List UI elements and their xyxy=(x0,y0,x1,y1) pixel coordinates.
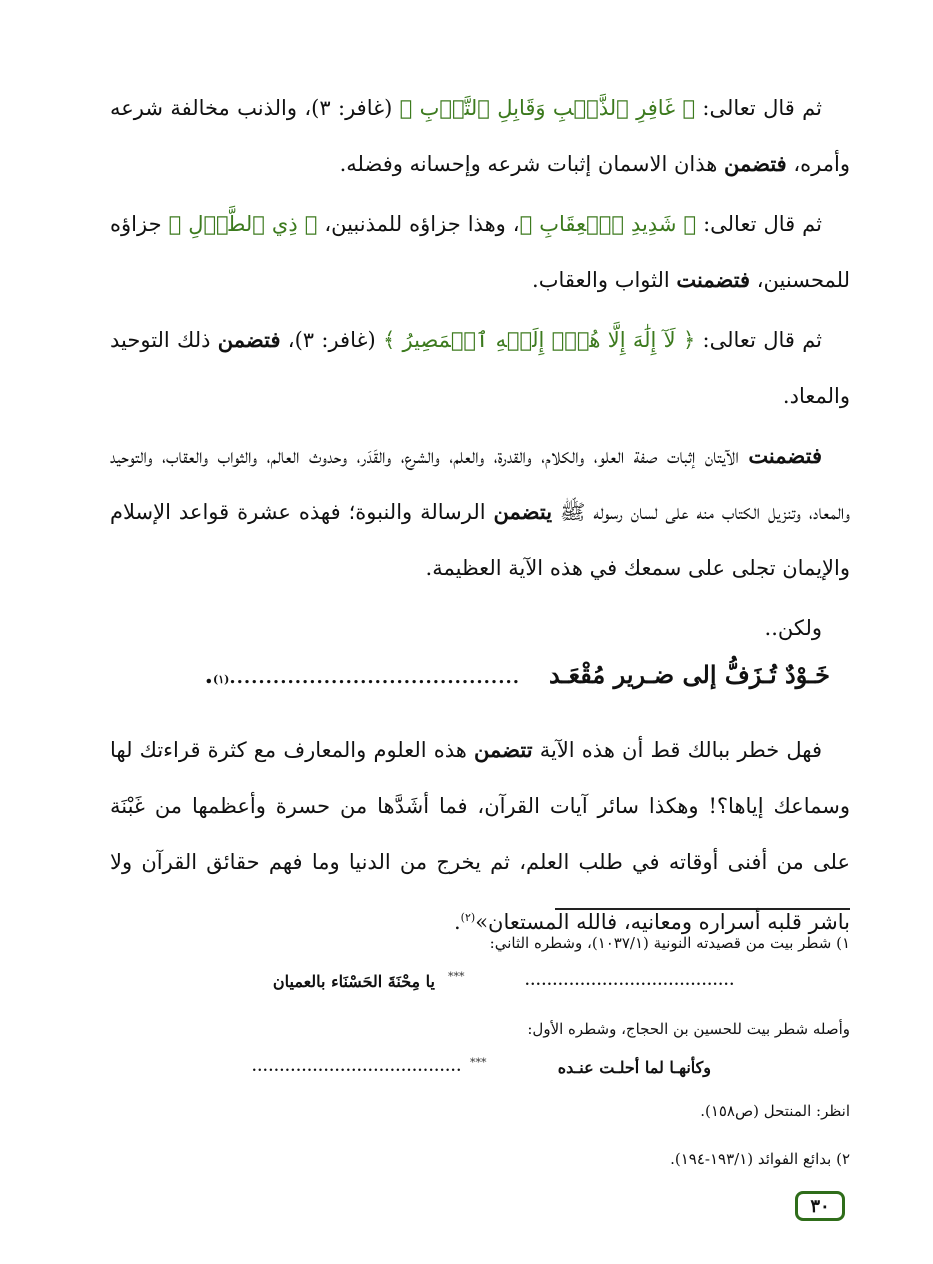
footnote-verse-dots: ...................................... xyxy=(525,974,735,989)
paragraph-1 xyxy=(110,80,850,192)
bold-term: تتضمن xyxy=(474,737,533,762)
p2-rest: جزاؤه للمحسنين، xyxy=(110,212,850,292)
bold-term: فتضمنت xyxy=(676,267,751,292)
footnote-1-line-2: وأصله شطر بيت للحسين بن الحجاج، وشطره الأول: xyxy=(527,1020,850,1038)
paragraph-5: ولكن.. xyxy=(764,616,822,640)
footnote-1-line: ١) شطر بيت من قصيدته النونية (١٠٣٧/١)، وشطره الثاني: xyxy=(489,934,850,952)
verse-dots: ........................................ xyxy=(229,667,520,688)
main-text xyxy=(110,80,850,954)
p1-tail: هذان الاسمان إثبات شرعه وإحسانه وفضله. xyxy=(339,152,724,176)
verse-separator-stars: *** xyxy=(448,970,465,983)
verse-end: . xyxy=(204,660,213,689)
bold-term: فتضمن xyxy=(724,151,787,176)
quran-verse: ﴿ لَآ إِلَٰهَ إِلَّا هُوَۖ إِلَيۡهِ ٱلۡمَصِيرُ ﴾ xyxy=(382,328,696,352)
p4-text1: الآيتان إثبات صفة العلو، والكلام، والقدرة، والعلم، والشرع، والقَدَر، وحدوث العالم، والثواب والعقاب، والتوحيد والمعاد، وتنزيل الكتاب منه على لسان رسوله ﷺ xyxy=(110,444,850,524)
footnote-mark[interactable]: (١) xyxy=(212,673,230,686)
footnote-verse-2: وكأنهـا لما أحلـت عنـده xyxy=(557,1058,711,1077)
quran-verse: ﴿ ذِي ٱلطَّوۡلِ ﴾ xyxy=(168,212,318,236)
bold-term: فتضمنت xyxy=(748,443,822,468)
footnote-2: ٢) بدائع الفوائد (١٩٣/١-١٩٤). xyxy=(670,1150,850,1168)
p6-text1: فهل خطر ببالك قط أن هذه الآية xyxy=(532,738,822,762)
p1-lead: ثم قال تعالى: xyxy=(695,96,822,120)
p6-text2: هذه العلوم والمعارف مع كثرة قراءتك لها وسماعك إياها؟! وهكذا سائر آيات القرآن، فما أشَدَّها من حسرة وأعظمها من غَبْنَة على من أفنى أوقاته في طلب العلم، ثم يخرج من الدنيا وما فهم حقائق القرآن ولا باشر قلبه أسراره ومعانيه، فالله المستعان» xyxy=(110,738,850,934)
p6-end: . xyxy=(453,910,461,934)
paragraph-4 xyxy=(110,428,850,596)
verse-separator-stars: *** xyxy=(470,1056,487,1069)
bold-term: يتضمن xyxy=(493,499,553,524)
paragraph-2 xyxy=(110,196,850,308)
verse-hemistich: خَـوْدٌ تُـزَفُّ إلى ضـرير مُقْعَـد xyxy=(549,660,830,689)
bold-term: فتضمن xyxy=(217,327,281,352)
page-number: ٣٠ xyxy=(795,1191,845,1221)
paragraph-3 xyxy=(110,312,850,424)
footnote-divider xyxy=(555,908,850,910)
footnote-verse-dots: ...................................... xyxy=(252,1060,462,1075)
verse-ref: (غافر: ٣) xyxy=(311,96,400,120)
quran-verse: ﴿ غَافِرِ ٱلذَّنۢبِ وَقَابِلِ ٱلتَّوۡبِ ﴾ xyxy=(399,96,696,120)
p4-text2: الرسالة والنبوة؛ فهذه عشرة قواعد الإسلام والإيمان تجلى على سمعك في هذه الآية العظيمة. xyxy=(110,500,850,580)
p3-lead: ثم قال تعالى: xyxy=(695,328,823,352)
p1-rest: ، والذنب مخالفة شرعه وأمره، xyxy=(110,96,850,176)
p2-mid: ، وهذا جزاؤه للمذنبين، xyxy=(317,212,520,236)
poetry-verse xyxy=(110,660,850,722)
verse-ref: (غافر: ٣) xyxy=(294,328,383,352)
footnote-1-source: انظر: المنتحل (ص١٥٨). xyxy=(700,1102,850,1120)
paragraph-6 xyxy=(110,722,850,950)
p2-tail: الثواب والعقاب. xyxy=(532,268,677,292)
footnote-mark[interactable]: (٢) xyxy=(460,911,476,924)
footnote-verse-1: يا مِحْنَةَ الحَسْنَاء بالعميان xyxy=(272,972,435,991)
p2-lead: ثم قال تعالى: xyxy=(696,212,822,236)
p3-rest: ، xyxy=(280,328,295,352)
quran-verse: ﴿ شَدِيدِ ٱلۡعِقَابِ ﴾ xyxy=(519,212,697,236)
p3-tail: ذلك التوحيد والمعاد. xyxy=(110,328,850,408)
